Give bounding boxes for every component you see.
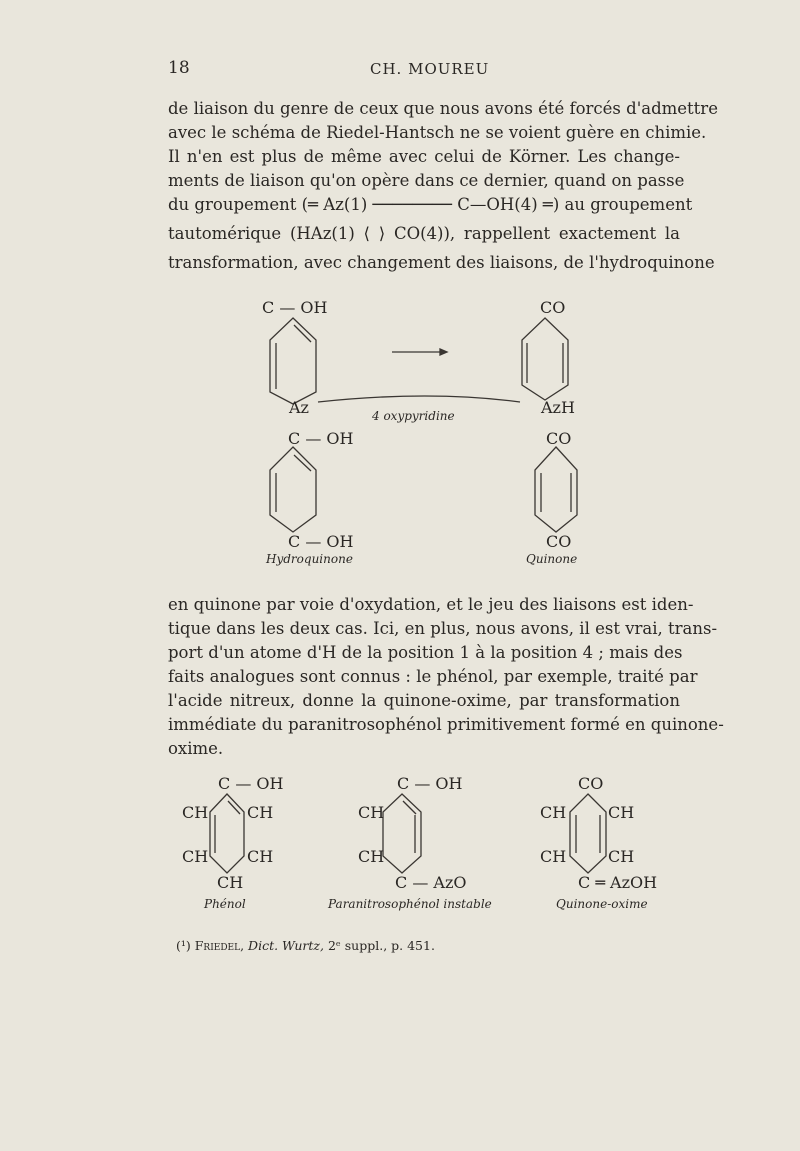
caption-brace <box>318 396 520 402</box>
paragraph-line: avec le schéma de Riedel-Hantsch ne se voient guère en chimie. <box>168 123 707 142</box>
footnote-author: Friedel, <box>194 938 245 953</box>
paragraph-line: transformation, avec changement des liaisons, de l'hydroquinone <box>168 253 715 272</box>
fig2-bottom-right: CO <box>546 532 572 551</box>
running-title: CH. MOUREU <box>370 60 490 78</box>
fig3-phenol-ll: CH <box>182 847 209 866</box>
paragraph-line: du groupement (═ Az(1) ──────── C—OH(4) ═) au groupement <box>168 195 693 214</box>
fig3-phenol-ul: CH <box>182 803 209 822</box>
fig1-top-right: CO <box>540 298 566 317</box>
fig3-oxime-caption: Quinone-oxime <box>556 897 648 911</box>
fig2-caption-right: Quinone <box>526 552 578 566</box>
fig3-nitroso-caption: Paranitrosophénol instable <box>328 897 492 911</box>
ring-4-oxypyridine-left <box>270 318 316 404</box>
fig3-phenol-caption: Phénol <box>204 897 246 911</box>
fig3-oxime-ll: CH <box>540 847 567 866</box>
paragraph-line: ments de liaison qu'on opère dans ce dernier, quand on passe <box>168 171 685 190</box>
fig3-phenol-bottom: CH <box>217 873 244 892</box>
fig2-top-right: CO <box>546 429 572 448</box>
paragraph-line: tautomérique (HAz(1) ⟨ ⟩ CO(4)), rappellent exactement la <box>168 224 680 243</box>
fig3-oxime-bottom: C ═ AzOH <box>578 873 658 892</box>
fig1-bottom-left: Az <box>289 398 309 417</box>
paragraph-line: port d'un atome d'H de la position 1 à la position 4 ; mais des <box>168 643 683 662</box>
paragraph-line: de liaison du genre de ceux que nous avons été forcés d'admettre <box>168 99 718 118</box>
fig3-nitroso-ul: CH <box>358 803 385 822</box>
fig3-nitroso-bottom: C — AzO <box>395 873 467 892</box>
footnote-work: Dict. Wurtz, <box>248 938 324 953</box>
footnote <box>176 938 435 953</box>
fig3-phenol-ur: CH <box>247 803 274 822</box>
fig2-bottom-left: C — OH <box>288 532 354 551</box>
fig3-nitroso-top: C — OH <box>397 774 463 793</box>
fig3-oxime-top: CO <box>578 774 604 793</box>
paragraph-line: l'acide nitreux, donne la quinone-oxime, par transformation <box>168 691 680 710</box>
fig3-phenol-lr: CH <box>247 847 274 866</box>
page-number: 18 <box>168 58 190 78</box>
fig2-caption-left: Hydroquinone <box>266 552 353 566</box>
ring-4-oxypyridine-right <box>522 318 568 400</box>
fig2-top-left: C — OH <box>288 429 354 448</box>
paragraph-line: tique dans les deux cas. Ici, en plus, nous avons, il est vrai, trans- <box>168 619 718 638</box>
fig3-nitroso-ll: CH <box>358 847 385 866</box>
fig1-caption: 4 oxypyridine <box>372 409 455 423</box>
paragraph-line: faits analogues sont connus : le phénol, par exemple, traité par <box>168 667 698 686</box>
fig1-top-left: C — OH <box>262 298 328 317</box>
fig3-oxime-ur: CH <box>608 803 635 822</box>
footnote-marker: (¹) <box>176 938 191 953</box>
paragraph-line: immédiate du paranitrosophénol primitivement formé en quinone- <box>168 715 724 734</box>
paragraph-line: Il n'en est plus de même avec celui de Körner. Les change- <box>168 147 680 166</box>
fig3-oxime-ul: CH <box>540 803 567 822</box>
fig1-bottom-right: AzH <box>541 398 575 417</box>
ring-hydroquinone <box>270 447 316 532</box>
footnote-rest: 2ᵉ suppl., p. 451. <box>327 938 435 953</box>
paragraph-line: en quinone par voie d'oxydation, et le jeu des liaisons est iden- <box>168 595 694 614</box>
fig3-oxime-lr: CH <box>608 847 635 866</box>
paragraph-line: oxime. <box>168 739 224 758</box>
fig3-phenol-top: C — OH <box>218 774 284 793</box>
paragraph-2 <box>168 593 724 761</box>
